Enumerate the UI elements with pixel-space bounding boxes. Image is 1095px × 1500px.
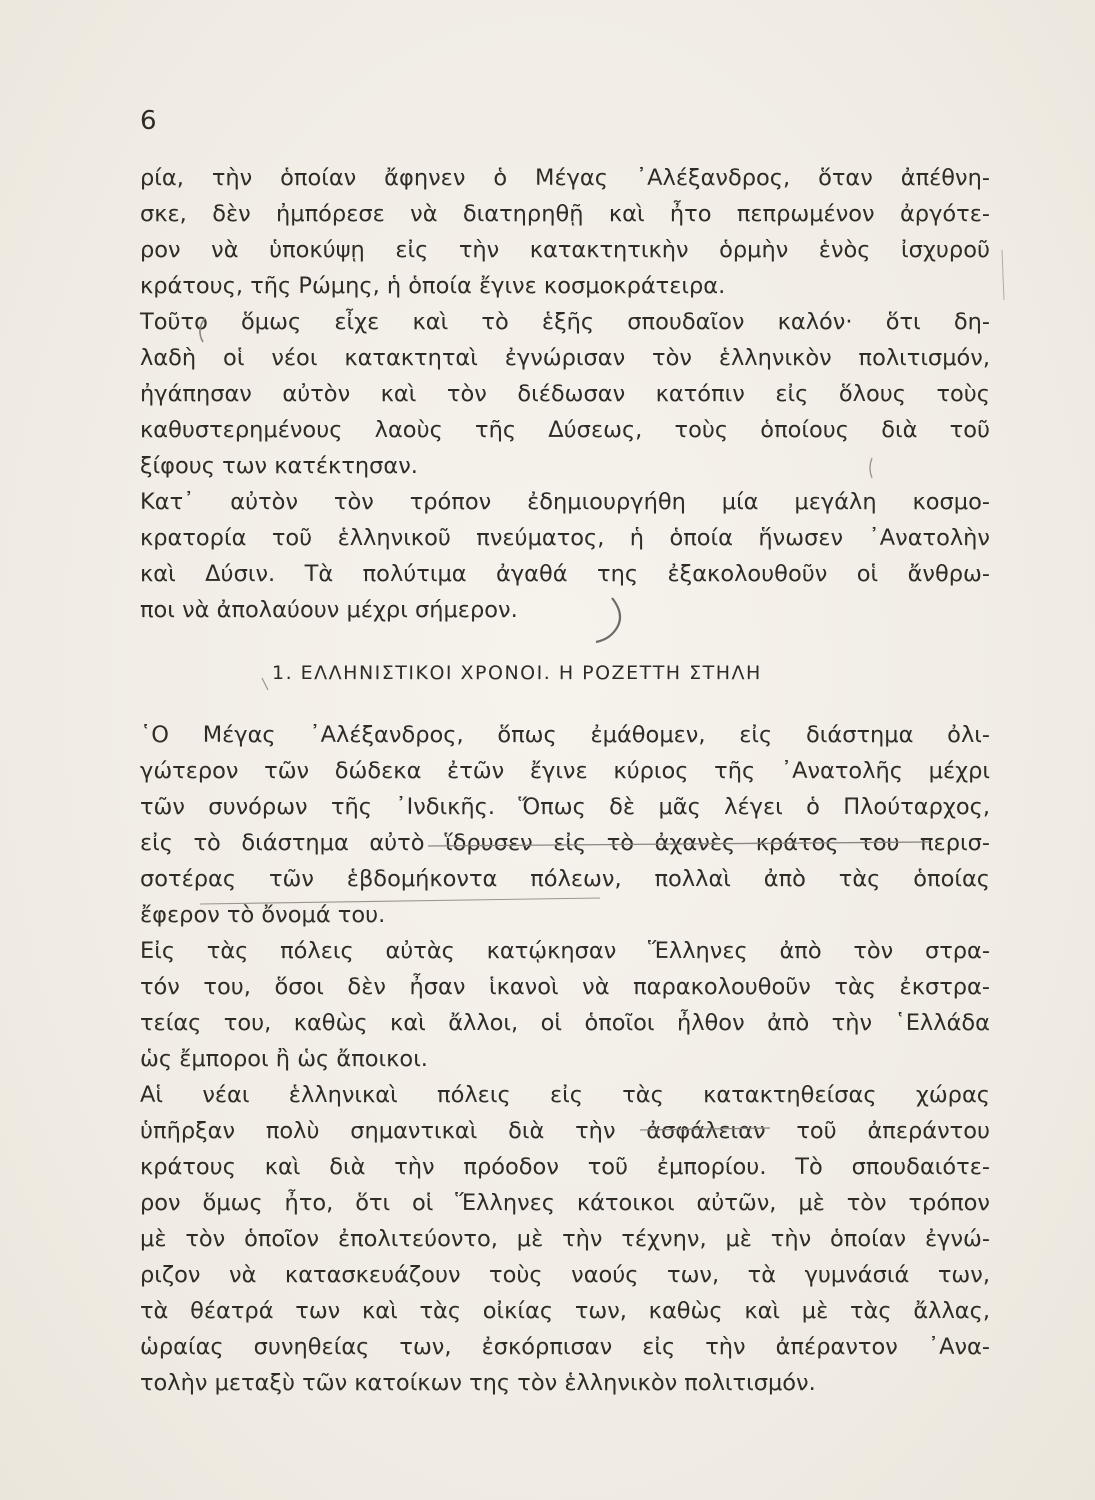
text-line: γώτερον τῶν δώδεκα ἐτῶν ἔγινε κύριος τῆς ᾿Ανατολῆς μέχρι <box>140 758 990 784</box>
text-line: σοτέρας τῶν ἑβδομήκοντα πόλεων, πολλαὶ ἀπὸ τὰς ὁποίας <box>140 866 990 892</box>
text-line: κράτους, τῆς Ρώμης, ἡ ὁποία ἔγινε κοσμοκράτειρα. <box>140 273 726 299</box>
pencil-mark <box>1002 250 1004 300</box>
text-line: τείας του, καθὼς καὶ ἄλλοι, οἱ ὁποῖοι ἦλθον ἀπὸ τὴν ῾Ελλάδα <box>140 1010 990 1036</box>
text-line: τόν του, ὅσοι δὲν ἦσαν ἱκανοὶ νὰ παρακολουθοῦν τὰς ἐκστρα- <box>140 974 990 1000</box>
text-line: τῶν συνόρων τῆς ᾿Ινδικῆς. Ὅπως δὲ μᾶς λέγει ὁ Πλούταρχος, <box>140 794 990 820</box>
page-number: 6 <box>140 106 157 136</box>
text-line: λαδὴ οἱ νέοι κατακτηταὶ ἐγνώρισαν τὸν ἑλληνικὸν πολιτισμόν, <box>140 345 990 371</box>
text-line: κράτους καὶ διὰ τὴν πρόοδον τοῦ ἐμπορίου. Τὸ σπουδαιότε- <box>140 1154 990 1180</box>
text-line: τολὴν μεταξὺ τῶν κατοίκων της τὸν ἑλληνικὸν πολιτισμόν. <box>140 1370 816 1396</box>
text-line: κρατορία τοῦ ἑλληνικοῦ πνεύματος, ἡ ὁποία ἥνωσεν ᾿Ανατολὴν <box>140 525 990 551</box>
text-line: ξίφους των κατέκτησαν. <box>140 453 418 479</box>
pencil-mark <box>262 678 268 690</box>
text-line: Εἰς τὰς πόλεις αὐτὰς κατῴκησαν Ἕλληνες ἀπὸ τὸν στρα- <box>140 938 990 964</box>
text-line: καὶ Δύσιν. Τὰ πολύτιμα ἀγαθά της ἐξακολουθοῦν οἱ ἄνθρω- <box>140 561 990 587</box>
text-line: ρία, τὴν ὁποίαν ἄφηνεν ὁ Μέγας ᾿Αλέξανδρος, ὅταν ἀπέθνη- <box>140 165 990 191</box>
text-line: ἠγάπησαν αὐτὸν καὶ τὸν διέδωσαν κατόπιν εἰς ὅλους τοὺς <box>140 381 990 407</box>
text-line: Κατ᾿ αὐτὸν τὸν τρόπον ἐδημιουργήθη μία μεγάλη κοσμο- <box>140 489 990 515</box>
text-line: ὑπῆρξαν πολὺ σημαντικαὶ διὰ τὴν ἀσφάλειαν τοῦ ἀπεράντου <box>140 1118 990 1144</box>
text-line: ῾Ο Μέγας ᾿Αλέξανδρος, ὅπως ἐμάθομεν, εἰς διάστημα ὀλι- <box>140 722 990 748</box>
text-line: ποι νὰ ἀπολαύουν μέχρι σήμερον. <box>140 597 518 623</box>
text-line: εἰς τὸ διάστημα αὐτὸ ἵδρυσεν εἰς τὸ ἀχανὲς κράτος του περισ- <box>140 830 990 856</box>
text-line: ρον νὰ ὑποκύψῃ εἰς τὴν κατακτητικὴν ὁρμὴν ἑνὸς ἰσχυροῦ <box>140 237 990 263</box>
text-line: Αἱ νέαι ἑλληνικαὶ πόλεις εἰς τὰς κατακτηθείσας χώρας <box>140 1082 990 1108</box>
text-line: σκε, δὲν ἠμπόρεσε νὰ διατηρηθῇ καὶ ἦτο πεπρωμένον ἀργότε- <box>140 201 990 227</box>
text-line: Τοῦτο ὅμως εἶχε καὶ τὸ ἑξῆς σπουδαῖον καλόν· ὅτι δη- <box>140 309 990 335</box>
intro-text <box>140 160 990 628</box>
text-line: ὡραίας συνηθείας των, ἐσκόρπισαν εἰς τὴν ἀπέραντον ᾿Ανα- <box>140 1334 990 1360</box>
text-line: μὲ τὸν ὁποῖον ἐπολιτεύοντο, μὲ τὴν τέχνην, μὲ τὴν ὁποίαν ἐγνώ- <box>140 1226 990 1252</box>
text-line: ὡς ἔμποροι ἢ ὡς ἄποικοι. <box>140 1046 428 1072</box>
text-line: τὰ θέατρά των καὶ τὰς οἰκίας των, καθὼς καὶ μὲ τὰς ἄλλας, <box>140 1298 990 1324</box>
text-line: καθυστερημένους λαοὺς τῆς Δύσεως, τοὺς ὁποίους διὰ τοῦ <box>140 417 990 443</box>
section-text <box>140 717 990 1401</box>
section-heading: 1. ΕΛΛΗΝΙΣΤΙΚΟΙ ΧΡΟΝΟΙ. Η ΡΟΖΕΤΤΗ ΣΤΗΛΗ <box>272 662 762 684</box>
text-line: ρον ὅμως ἦτο, ὅτι οἱ Ἕλληνες κάτοικοι αὐτῶν, μὲ τὸν τρόπον <box>140 1190 990 1216</box>
text-line: ριζον νὰ κατασκευάζουν τοὺς ναούς των, τὰ γυμνάσιά των, <box>140 1262 990 1288</box>
text-line: ἔφερον τὸ ὄνομά του. <box>140 902 386 928</box>
